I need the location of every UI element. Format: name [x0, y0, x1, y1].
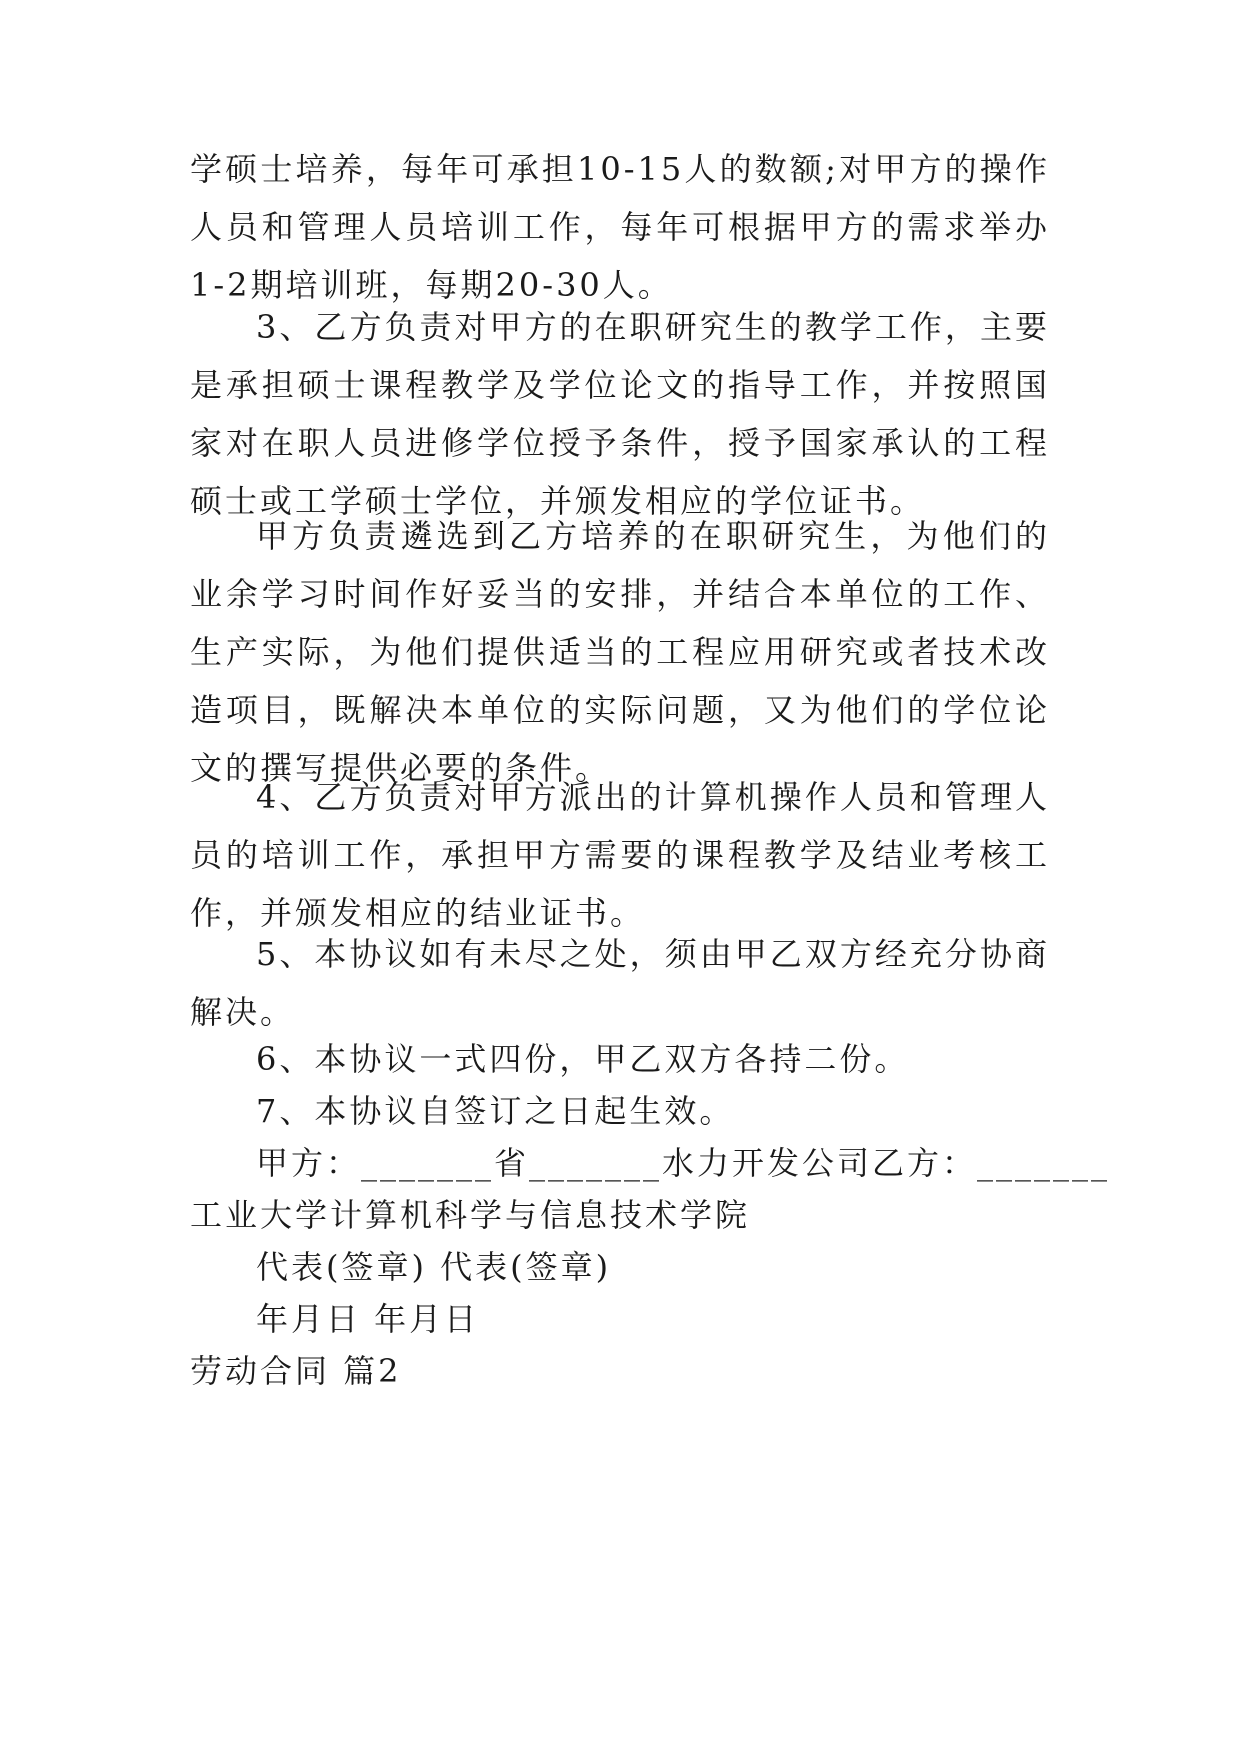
signature-parties-line: 甲方：_______省_______水力开发公司乙方：_______	[256, 1144, 1111, 1182]
paragraph-clause-6: 6、本协议一式四份，甲乙双方各持二份。	[256, 1040, 910, 1078]
signature-party-b-name: 工业大学计算机科学与信息技术学院	[190, 1196, 751, 1234]
paragraph-party-a-duties: 甲方负责遴选到乙方培养的在职研究生，为他们的业余学习时间作好妥当的安排，并结合本单位的工作、生产实际，为他们提供适当的工程应用研究或者技术改造项目，既解决本单位的实际问题，又为他们的学位论文的撰写提供必要的条件。	[190, 517, 1050, 787]
paragraph-training-capacity: 学硕士培养，每年可承担10-15人的数额;对甲方的操作人员和管理人员培训工作，每年可根据甲方的需求举办1-2期培训班，每期20-30人。	[190, 150, 1050, 304]
paragraph-clause-3: 3、乙方负责对甲方的在职研究生的教学工作，主要是承担硕士课程教学及学位论文的指导工作，并按照国家对在职人员进修学位授予条件，授予国家承认的工程硕士或工学硕士学位，并颁发相应的学位证书。	[190, 308, 1050, 520]
paragraph-clause-4: 4、乙方负责对甲方派出的计算机操作人员和管理人员的培训工作，承担甲方需要的课程教学及结业考核工作，并颁发相应的结业证书。	[190, 778, 1050, 932]
signature-representatives: 代表(签章) 代表(签章)	[256, 1248, 612, 1286]
signature-dates: 年月日 年月日	[256, 1300, 480, 1338]
paragraph-clause-5: 5、本协议如有未尽之处，须由甲乙双方经充分协商解决。	[190, 935, 1050, 1031]
section-heading: 劳动合同 篇2	[190, 1352, 402, 1390]
paragraph-clause-7: 7、本协议自签订之日起生效。	[256, 1092, 735, 1130]
